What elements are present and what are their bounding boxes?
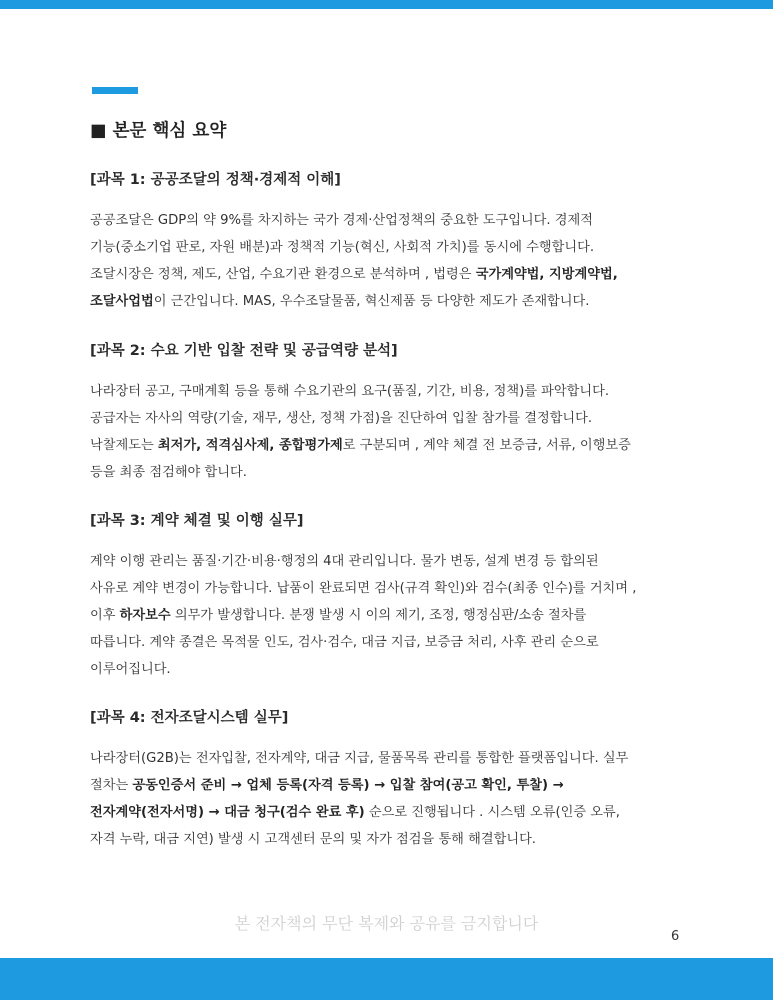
body-line: 사유로 계약 변경이 가능합니다. 납품이 완료되면 검사(규격 확인)와 검수(최종 인수)를 거치며 ,: [90, 581, 637, 596]
body-line: 전자계약(전자서명) → 대금 청구(검수 완료 후) 순으로 진행됩니다 . 시스템 오류(인증 오류,: [90, 805, 620, 820]
bold-term: 전자계약(전자서명) → 대금 청구(검수 완료 후): [90, 805, 365, 820]
body-line: 이후 하자보수 의무가 발생합니다. 분쟁 발생 시 이의 제기, 조정, 행정심판/소송 절차를: [90, 608, 587, 623]
body-line: 계약 이행 관리는 품질·기간·비용·행정의 4대 관리입니다. 물가 변동, 설계 변경 등 합의된: [90, 554, 599, 569]
body-line: 이루어집니다.: [90, 662, 171, 677]
section-heading: [과목 4: 전자조달시스템 실무]: [90, 710, 289, 726]
body-line: 자격 누락, 대금 지연) 발생 시 고객센터 문의 및 자가 점검을 통해 해결합니다.: [90, 832, 537, 847]
body-line: 공급자는 자사의 역량(기술, 재무, 생산, 정책 가점)을 진단하여 입찰 참가를 결정합니다.: [90, 411, 593, 426]
section-heading: [과목 1: 공공조달의 정책·경제적 이해]: [90, 172, 341, 188]
body-line: 공공조달은 GDP의 약 9%를 차지하는 국가 경제·산업정책의 중요한 도구입니다. 경제적: [90, 213, 594, 228]
section-body: [90, 548, 690, 683]
page-title: ■ 본문 핵심 요약: [90, 121, 227, 141]
top-accent-bar: [0, 0, 773, 9]
body-line: 나라장터(G2B)는 전자입찰, 전자계약, 대금 지급, 물품목록 관리를 통합한 플랫폼입니다. 실무: [90, 751, 629, 766]
bottom-accent-bar: [0, 958, 773, 1000]
bold-term: 공동인증서 준비 → 업체 등록(자격 등록) → 입찰 참여(공고 확인, 투찰) →: [132, 778, 564, 793]
body-line: 절차는 공동인증서 준비 → 업체 등록(자격 등록) → 입찰 참여(공고 확인, 투찰) →: [90, 778, 564, 793]
body-line: 등을 최종 점검해야 합니다.: [90, 465, 247, 480]
title-accent-line: [92, 87, 138, 94]
section-body: [90, 207, 690, 315]
body-line: 기능(중소기업 판로, 자원 배분)과 정책적 기능(혁신, 사회적 가치)를 동시에 수행합니다.: [90, 240, 595, 255]
section-heading: [과목 2: 수요 기반 입찰 전략 및 공급역량 분석]: [90, 343, 398, 359]
body-line: 나라장터 공고, 구매계획 등을 통해 수요기관의 요구(품질, 기간, 비용, 정책)를 파악합니다.: [90, 384, 610, 399]
body-line: 조달사업법이 근간입니다. MAS, 우수조달물품, 혁신제품 등 다양한 제도가 존재합니다.: [90, 294, 590, 309]
section-heading: [과목 3: 계약 체결 및 이행 실무]: [90, 513, 304, 529]
bold-term: 최저가, 적격심사제, 종합평가제: [157, 438, 343, 453]
body-line: 조달시장은 정책, 제도, 산업, 수요기관 환경으로 분석하며 , 법령은 국가계약법, 지방계약법,: [90, 267, 618, 282]
bold-term: 하자보수: [119, 608, 171, 623]
bold-term: 국가계약법, 지방계약법,: [475, 267, 618, 282]
body-line: 따릅니다. 계약 종결은 목적물 인도, 검사·검수, 대금 지급, 보증금 처리, 사후 관리 순으로: [90, 635, 599, 650]
section-body: [90, 378, 690, 486]
page-number: 6: [671, 929, 680, 944]
copyright-watermark: 본 전자책의 무단 복제와 공유를 금지합니다: [234, 914, 539, 933]
section-body: [90, 745, 690, 853]
bold-term: 조달사업법: [90, 294, 154, 309]
body-line: 낙찰제도는 최저가, 적격심사제, 종합평가제로 구분되며 , 계약 체결 전 보증금, 서류, 이행보증: [90, 438, 631, 453]
